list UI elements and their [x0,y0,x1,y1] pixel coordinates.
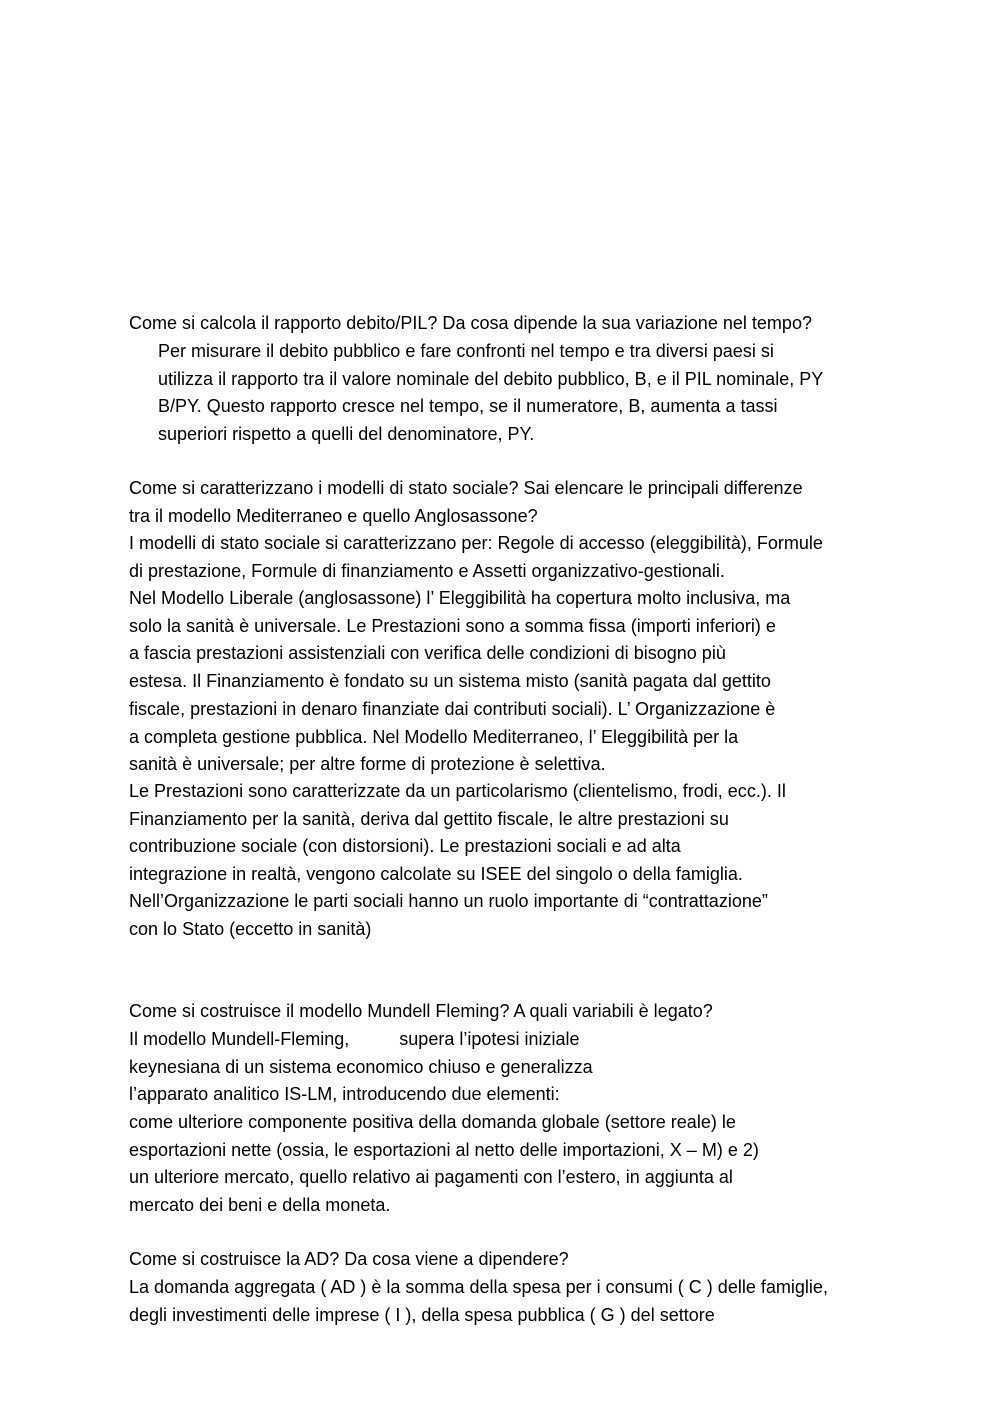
answer-line: utilizza il rapporto tra il valore nominale del debito pubblico, B, e il PIL nominale, PY [158,368,824,389]
answer-line: Nel Modello Liberale (anglosassone) l’ Eleggibilità ha copertura molto inclusiva, ma [129,588,791,608]
answer-line: degli investimenti delle imprese ( I ), della spesa pubblica ( G ) del settore [129,1304,715,1325]
question-text: Come si calcola il rapporto debito/PIL? Da cosa dipende la sua variazione nel tempo? [129,313,812,333]
answer-line: La domanda aggregata ( AD ) è la somma della spesa per i consumi ( C ) delle famiglie, [129,1277,828,1297]
answer-paragraph-1 [129,530,988,585]
answer-line: fiscale, prestazioni in denaro finanziate dai contributi sociali). L’ Organizzazione è [129,698,776,719]
answer-line: con lo Stato (eccetto in sanità) [129,918,372,939]
answer-mundell-fleming-2 [129,1109,988,1220]
answer-line: mercato dei beni e della moneta. [129,1195,391,1216]
answer-debt-gdp [129,338,988,449]
answer-line: superiori rispetto a quelli del denominatore, PY. [158,424,535,445]
question-debt-gdp [129,310,988,338]
answer-line: Nell’Organizzazione le parti sociali hanno un ruolo importante di “contrattazione” [129,891,768,911]
answer-line: contribuzione sociale (con distorsioni). Le prestazioni sociali e ad alta [129,836,681,857]
question-text: Come si costruisce il modello Mundell Fleming? A quali variabili è legato? [129,1001,713,1021]
answer-line: l’apparato analitico IS-LM, introducendo due elementi: [129,1084,560,1105]
answer-line: I modelli di stato sociale si caratterizzano per: Regole di accesso (eleggibilità), Formule [129,533,823,553]
answer-aggregate-demand [129,1274,988,1329]
answer-line: esportazioni nette (ossia, le esportazioni al netto delle importazioni, X – M) e 2) [129,1139,759,1160]
answer-fragment: Il modello Mundell-Fleming, [129,1029,350,1049]
answer-paragraph-4 [129,888,988,943]
answer-line: B/PY. Questo rapporto cresce nel tempo, se il numeratore, B, aumenta a tassi [158,396,778,417]
answer-line: sanità è universale; per altre forme di protezione è selettiva. [129,754,606,775]
answer-paragraph-3 [129,778,988,889]
answer-line: Per misurare il debito pubblico e fare confronti nel tempo e tra diversi paesi si [158,341,774,361]
answer-line: un ulteriore mercato, quello relativo ai pagamenti con l’estero, in aggiunta al [129,1167,733,1188]
answer-line: Le Prestazioni sono caratterizzate da un particolarismo (clientelismo, frodi, ecc.). Il [129,781,786,801]
answer-paragraph-2 [129,585,988,779]
question-line: tra il modello Mediterraneo e quello Anglosassone? [129,505,538,526]
answer-line: a completa gestione pubblica. Nel Modello Mediterraneo, l’ Eleggibilità per la [129,726,739,747]
answer-line [129,1026,988,1054]
answer-fragment: supera l’ipotesi iniziale [399,1029,580,1049]
question-line: Come si caratterizzano i modelli di stato sociale? Sai elencare le principali differenze [129,478,803,498]
answer-line: solo la sanità è universale. Le Prestazioni sono a somma fissa (importi inferiori) e [129,615,776,636]
answer-line: keynesiana di un sistema economico chiuso e generalizza [129,1056,593,1077]
question-welfare-models [129,475,988,530]
question-text: Come si costruisce la AD? Da cosa viene a dipendere? [129,1249,569,1269]
question-aggregate-demand [129,1246,988,1274]
question-mundell-fleming [129,998,988,1026]
answer-line: come ulteriore componente positiva della domanda globale (settore reale) le [129,1112,736,1132]
answer-mundell-fleming [129,1026,988,1109]
answer-line: estesa. Il Finanziamento è fondato su un sistema misto (sanità pagata dal gettito [129,671,771,692]
answer-line: di prestazione, Formule di finanziamento e Assetti organizzativo-gestionali. [129,560,725,581]
answer-line: a fascia prestazioni assistenziali con verifica delle condizioni di bisogno più [129,643,726,664]
answer-line: integrazione in realtà, vengono calcolate su ISEE del singolo o della famiglia. [129,864,743,885]
answer-line: Finanziamento per la sanità, deriva dal gettito fiscale, le altre prestazioni su [129,808,729,829]
